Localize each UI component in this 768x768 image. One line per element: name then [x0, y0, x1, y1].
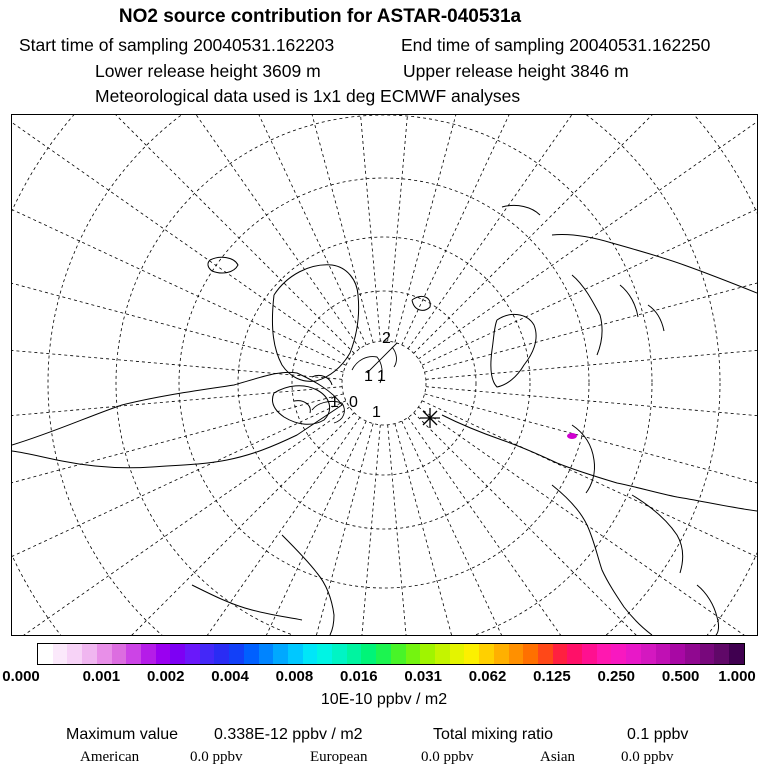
colorbar-swatch: [317, 644, 332, 664]
european-value: 0.0 ppbv: [421, 749, 474, 765]
meridian-line: [12, 124, 343, 372]
colorbar-swatch: [714, 644, 729, 664]
colorbar-tick-label: 0.250: [597, 668, 636, 685]
colorbar-swatch: [611, 644, 626, 664]
coastline-siberia: [442, 415, 757, 511]
colorbar-swatch: [391, 644, 406, 664]
coastline-canadian-archipelago: [272, 375, 332, 424]
asian-label: Asian: [540, 749, 575, 765]
colorbar-swatch: [347, 644, 362, 664]
colorbar-swatch: [273, 644, 288, 664]
meridian-line: [297, 425, 380, 635]
colorbar-swatch: [170, 644, 185, 664]
colorbar-swatch: [214, 644, 229, 664]
colorbar-tick-label: 0.002: [146, 668, 185, 685]
coastline-greenland: [272, 265, 358, 382]
meridian-line: [12, 296, 342, 379]
colorbar-swatch: [229, 644, 244, 664]
colorbar-swatch: [112, 644, 127, 664]
meridian-line: [12, 407, 350, 635]
meridian-line: [12, 394, 343, 635]
coastline-scandinavia: [491, 205, 540, 387]
colorbar-swatch: [509, 644, 524, 664]
contour-label: 1: [364, 368, 373, 385]
contour-label: 1: [372, 404, 381, 421]
colorbar-swatch: [185, 644, 200, 664]
contour-label: 1: [377, 368, 386, 385]
colorbar-swatch: [656, 644, 671, 664]
colorbar-unit: 10E-10 ppbv / m2: [320, 691, 448, 708]
colorbar-swatch: [450, 644, 465, 664]
coastline-east-asia: [552, 485, 683, 635]
coastlines: [12, 205, 757, 635]
colorbar-swatch: [82, 644, 97, 664]
meridian-line: [12, 421, 366, 635]
colorbar-swatch: [700, 644, 715, 664]
colorbar-tick-label: 0.031: [404, 668, 442, 685]
max-value: 0.338E-12 ppbv / m2: [214, 726, 363, 743]
colorbar-swatch: [729, 644, 744, 664]
plot-title: NO2 source contribution for ASTAR-040531a: [118, 6, 522, 27]
meridian-line: [414, 413, 757, 635]
end-time-label: End time of sampling 20040531.162250: [401, 35, 711, 55]
colorbar-tick-label: 0.125: [533, 668, 571, 685]
met-data-label: Meteorological data used is 1x1 deg ECMWF analyses: [95, 86, 521, 106]
colorbar-swatch: [244, 644, 259, 664]
meridian-line: [395, 424, 643, 635]
meridian-line: [388, 425, 471, 635]
coastline-alaska: [192, 585, 302, 620]
contour-label: 1: [330, 394, 339, 411]
meridian-line: [408, 115, 757, 349]
colorbar-swatch: [670, 644, 685, 664]
contour-label: 0: [349, 394, 358, 411]
meridian-line: [426, 387, 757, 470]
colorbar-swatch: [626, 644, 641, 664]
meridian-line: [12, 413, 354, 635]
colorbar-swatch: [464, 644, 479, 664]
colorbar-tick-label: 0.016: [340, 668, 378, 685]
total-mixing-ratio-value: 0.1 ppbv: [627, 726, 689, 743]
coastline-japan: [697, 585, 719, 635]
colorbar: [37, 643, 745, 665]
colorbar-swatch: [288, 644, 303, 664]
contour-label: 2: [382, 330, 391, 347]
colorbar-tick-label: 0.001: [82, 668, 121, 685]
colorbar-swatch: [97, 644, 112, 664]
colorbar-swatch: [259, 644, 274, 664]
meridian-line: [297, 115, 380, 341]
meridian-line: [422, 401, 757, 635]
polar-map: [11, 114, 758, 636]
upper-height-label: Upper release height 3846 m: [403, 61, 629, 81]
meridian-line: [425, 124, 757, 372]
meridian-line: [408, 417, 757, 635]
map-canvas: [12, 115, 757, 635]
colorbar-tick-label: 0.004: [211, 668, 249, 685]
colorbar-tick-label: 0.000: [2, 668, 40, 685]
colorbar-swatch: [332, 644, 347, 664]
meridian-line: [426, 296, 757, 379]
release-site-marker-icon: [420, 408, 440, 428]
total-mixing-ratio-label: Total mixing ratio: [433, 726, 554, 743]
meridian-line: [12, 115, 366, 345]
meridian-line: [12, 417, 360, 635]
colorbar-tick-label: 0.500: [661, 668, 700, 685]
european-label: European: [310, 749, 368, 765]
colorbar-swatch: [641, 644, 656, 664]
colorbar-swatch: [200, 644, 215, 664]
colorbar-swatch: [406, 644, 421, 664]
colorbar-swatch: [435, 644, 450, 664]
colorbar-swatch: [567, 644, 582, 664]
meridian-line: [12, 387, 342, 470]
start-time-label: Start time of sampling 20040531.162203: [19, 35, 335, 55]
colorbar-tick-label: 0.008: [275, 668, 314, 685]
colorbar-swatch: [597, 644, 612, 664]
meridian-line: [125, 424, 373, 635]
colorbar-swatch: [376, 644, 391, 664]
source-hotspot: [567, 433, 577, 439]
colorbar-swatch: [494, 644, 509, 664]
meridian-line: [12, 115, 350, 359]
american-value: 0.0 ppbv: [190, 749, 243, 765]
colorbar-tick-label: 0.062: [468, 668, 507, 685]
colorbar-swatch: [141, 644, 156, 664]
lower-height-label: Lower release height 3609 m: [95, 61, 321, 81]
meridian-line: [414, 115, 757, 353]
colorbar-swatch: [156, 644, 171, 664]
coastline-baltic: [620, 285, 664, 331]
colorbar-swatch: [553, 644, 568, 664]
contour-line: [312, 401, 344, 423]
colorbar-swatch: [538, 644, 553, 664]
max-value-label: Maximum value: [66, 726, 179, 743]
american-label: American: [80, 749, 140, 765]
colorbar-swatch: [67, 644, 82, 664]
coastline-europe: [552, 234, 757, 355]
colorbar-swatch: [361, 644, 376, 664]
colorbar-swatch: [479, 644, 494, 664]
asian-value: 0.0 ppbv: [621, 749, 674, 765]
colorbar-swatch: [582, 644, 597, 664]
colorbar-tick-label: 1.000: [718, 668, 756, 685]
colorbar-swatch: [126, 644, 141, 664]
colorbar-swatch: [38, 644, 53, 664]
colorbar-swatch: [303, 644, 318, 664]
colorbar-swatch: [420, 644, 435, 664]
meridian-line: [402, 421, 757, 635]
meridian-line: [12, 115, 354, 353]
meridian-line: [12, 115, 360, 349]
meridian-line: [402, 115, 757, 345]
colorbar-swatch: [53, 644, 68, 664]
colorbar-swatch: [685, 644, 700, 664]
colorbar-swatch: [523, 644, 538, 664]
